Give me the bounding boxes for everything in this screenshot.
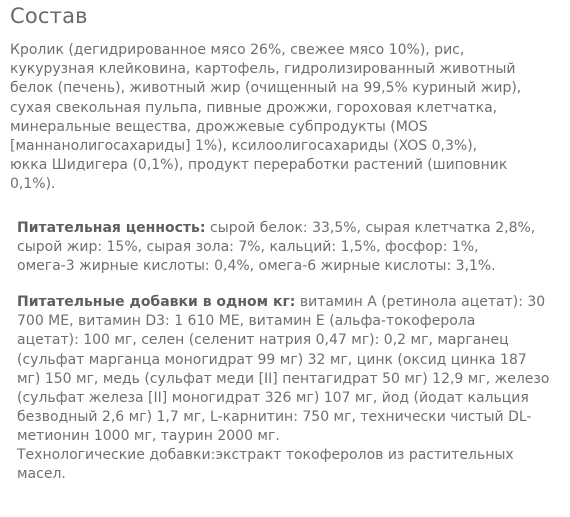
additives-text: витамин А (ретинола ацетат): 30 700 МЕ, витамин D3: 1 610 МЕ, витамин Е (альфа-токоферола ацетат): 100 мг, селен (селенит натрия 0,47 мг): 0,2 мг, марганец (сульфат марганца моногидрат 99 мг) 32 мг, цинк (оксид цинка 187 мг) 150 мг, медь (сульфат меди [II] пентагидрат 50 мг) 12,9 мг, железо (сульфат железа [II] моногидрат 326 мг) 107 мг, йод (йодат кальция безводный 2,6 мг) 1,7 мг, L-карнитин: 750 мг, технически чистый DL- метионин 1000 мг, таурин 2000 мг. — [17, 294, 550, 445]
additives-label: Питательные добавки в одном кг: — [17, 294, 296, 310]
page-title: Состав — [10, 4, 88, 28]
tech-additives-paragraph: Технологические добавки:экстракт токоферолов из растительных масел. — [17, 447, 514, 483]
additives-paragraph — [17, 293, 557, 447]
nutrition-paragraph — [17, 219, 557, 277]
composition-paragraph: Кролик (дегидрированное мясо 26%, свежее мясо 10%), рис, кукурузная клейковина, картофель, гидролизированный животный белок (печень), животный жир (очищенный на 99,5% куриный жир), сухая свекольная пульпа, пивные дрожжи, гороховая клетчатка, минеральные вещества, дрожжевые субпродукты (MOS [маннанолигосахариды] 1%), ксилоолигосахариды (XOS 0,3%), юкка Шидигера (0,1%), продукт переработки растений (шиповник 0,1%). — [10, 42, 522, 193]
nutrition-text: сырой белок: 33,5%, сырая клетчатка 2,8%, сырой жир: 15%, сырая зола: 7%, кальций: 1,5%, фосфор: 1%, омега-3 жирные кислоты: 0,4%, омега-6 жирные кислоты: 3,1%. — [17, 220, 536, 275]
nutrition-label: Питательная ценность: — [17, 220, 206, 236]
